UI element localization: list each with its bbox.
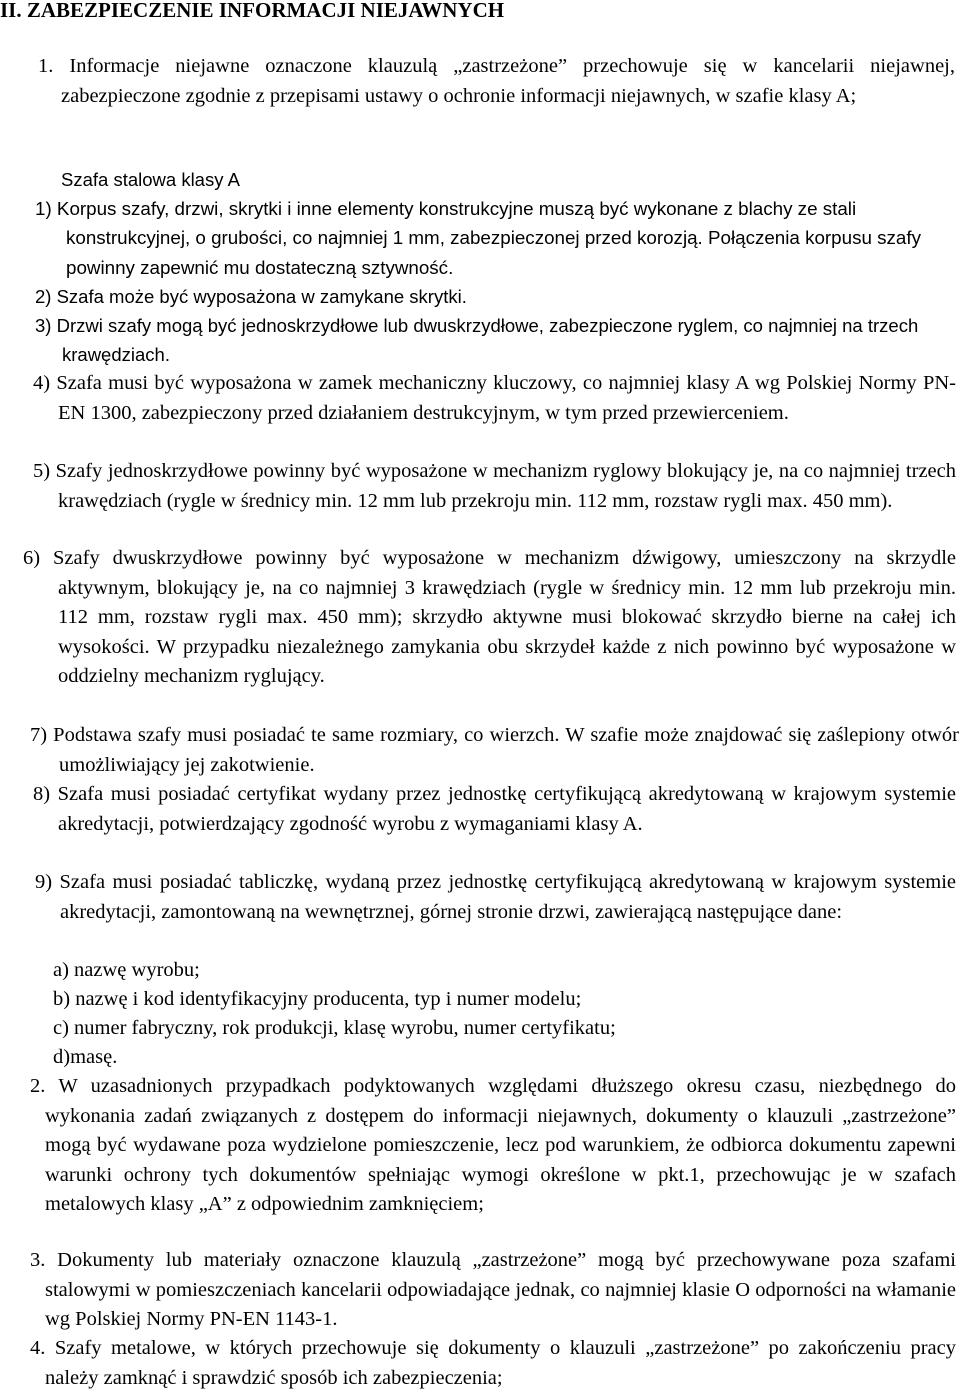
requirement-5: 5) Szafy jednoskrzydłowe powinny być wyposażone w mechanizm ryglowy blokujący je, na co najmniej trzech krawędziach (rygle w średnicy min. 12 mm lub przekroju min. 112 mm, rozstaw rygli max. 450 mm).: [33, 460, 956, 512]
requirement-8: 8) Szafa musi posiadać certyfikat wydany przez jednostkę certyfikującą akredytowaną w krajowym systemie akredytacji, potwierdzający zgodność wyrobu z wymaganiami klasy A.: [33, 783, 956, 835]
requirement-9d: d)masę.: [53, 1046, 118, 1068]
requirement-9a: a) nazwę wyrobu;: [53, 959, 200, 981]
paragraph-4: 4. Szafy metalowe, w których przechowuje się dokumenty o klauzuli „zastrzeżone” po zakończeniu pracy należy zamknąć i sprawdzić sposób ich zabezpieczenia;: [30, 1337, 956, 1389]
section-heading: II. ZABEZPIECZENIE INFORMACJI NIEJAWNYCH: [0, 0, 505, 22]
requirement-4: 4) Szafa musi być wyposażona w zamek mechaniczny kluczowy, co najmniej klasy A wg Polskiej Normy PN-EN 1300, zabezpieczony przed działaniem destrukcyjnym, w tym przed przewierceniem.: [33, 372, 956, 424]
requirement-7: 7) Podstawa szafy musi posiadać te same rozmiary, co wierzch. W szafie może znajdować się zaślepiony otwór umożliwiający jej zakotwienie.: [30, 724, 959, 776]
paragraph-3: 3. Dokumenty lub materiały oznaczone klauzulą „zastrzeżone” mogą być przechowywane poza szafami stalowymi w pomieszczeniach kancelarii odpowiadające jednak, co najmniej klasie O odporności na włamanie wg Polskiej Normy PN-EN 1143-1.: [30, 1249, 956, 1331]
requirement-9b: b) nazwę i kod identyfikacyjny producenta, typ i numer modelu;: [53, 988, 582, 1010]
requirement-2: 2) Szafa może być wyposażona w zamykane skrytki.: [35, 286, 467, 307]
paragraph-1: 1. Informacje niejawne oznaczone klauzulą „zastrzeżone” przechowuje się w kancelarii niejawnej, zabezpieczone zgodnie z przepisami ustawy o ochronie informacji niejawnych, w szafie klasy A;: [38, 55, 955, 107]
requirement-9c: c) numer fabryczny, rok produkcji, klasę wyrobu, numer certyfikatu;: [53, 1017, 616, 1039]
paragraph-2: 2. W uzasadnionych przypadkach podyktowanych względami dłuższego okresu czasu, niezbędnego do wykonania zadań związanych z dostępem do informacji niejawnych, dokumenty o klauzuli „zastrzeżone” mogą być wydawane poza wydzielone pomieszczenie, lecz pod warunkiem, że odbiorca dokumentu zapewni warunki ochrony tych dokumentów spełniając wymogi określone w pkt.1, przechowując je w szafach metalowych klasy „A” z odpowiednim zamknięciem;: [30, 1075, 956, 1216]
requirement-9: 9) Szafa musi posiadać tabliczkę, wydaną przez jednostkę certyfikującą akredytowaną w krajowym systemie akredytacji, zamontowaną na wewnętrznej, górnej stronie drzwi, zawierającą następujące dane:: [35, 871, 956, 923]
requirement-1: 1) Korpus szafy, drzwi, skrytki i inne elementy konstrukcyjne muszą być wykonane z blachy ze stali konstrukcyjnej, o grubości, co najmniej 1 mm, zabezpieczonej przed korozją. Połączenia korpusu szafy powinny zapewnić mu dostateczną sztywność.: [35, 198, 921, 278]
spec-title: Szafa stalowa klasy A: [61, 169, 240, 190]
requirement-3: 3) Drzwi szafy mogą być jednoskrzydłowe lub dwuskrzydłowe, zabezpieczone ryglem, co najmniej na trzech krawędziach.: [35, 315, 919, 366]
requirement-6: 6) Szafy dwuskrzydłowe powinny być wyposażone w mechanizm dźwigowy, umieszczony na skrzydle aktywnym, blokujący je, na co najmniej 3 krawędziach (rygle w średnicy min. 12 mm lub przekroju min. 112 mm, rozstaw rygli max. 450 mm); skrzydło aktywne musi blokować skrzydło bierne na całej ich wysokości. W przypadku niezależnego zamykania obu skrzydeł każde z nich powinno być wyposażone w oddzielny mechanizm ryglujący.: [23, 547, 956, 688]
